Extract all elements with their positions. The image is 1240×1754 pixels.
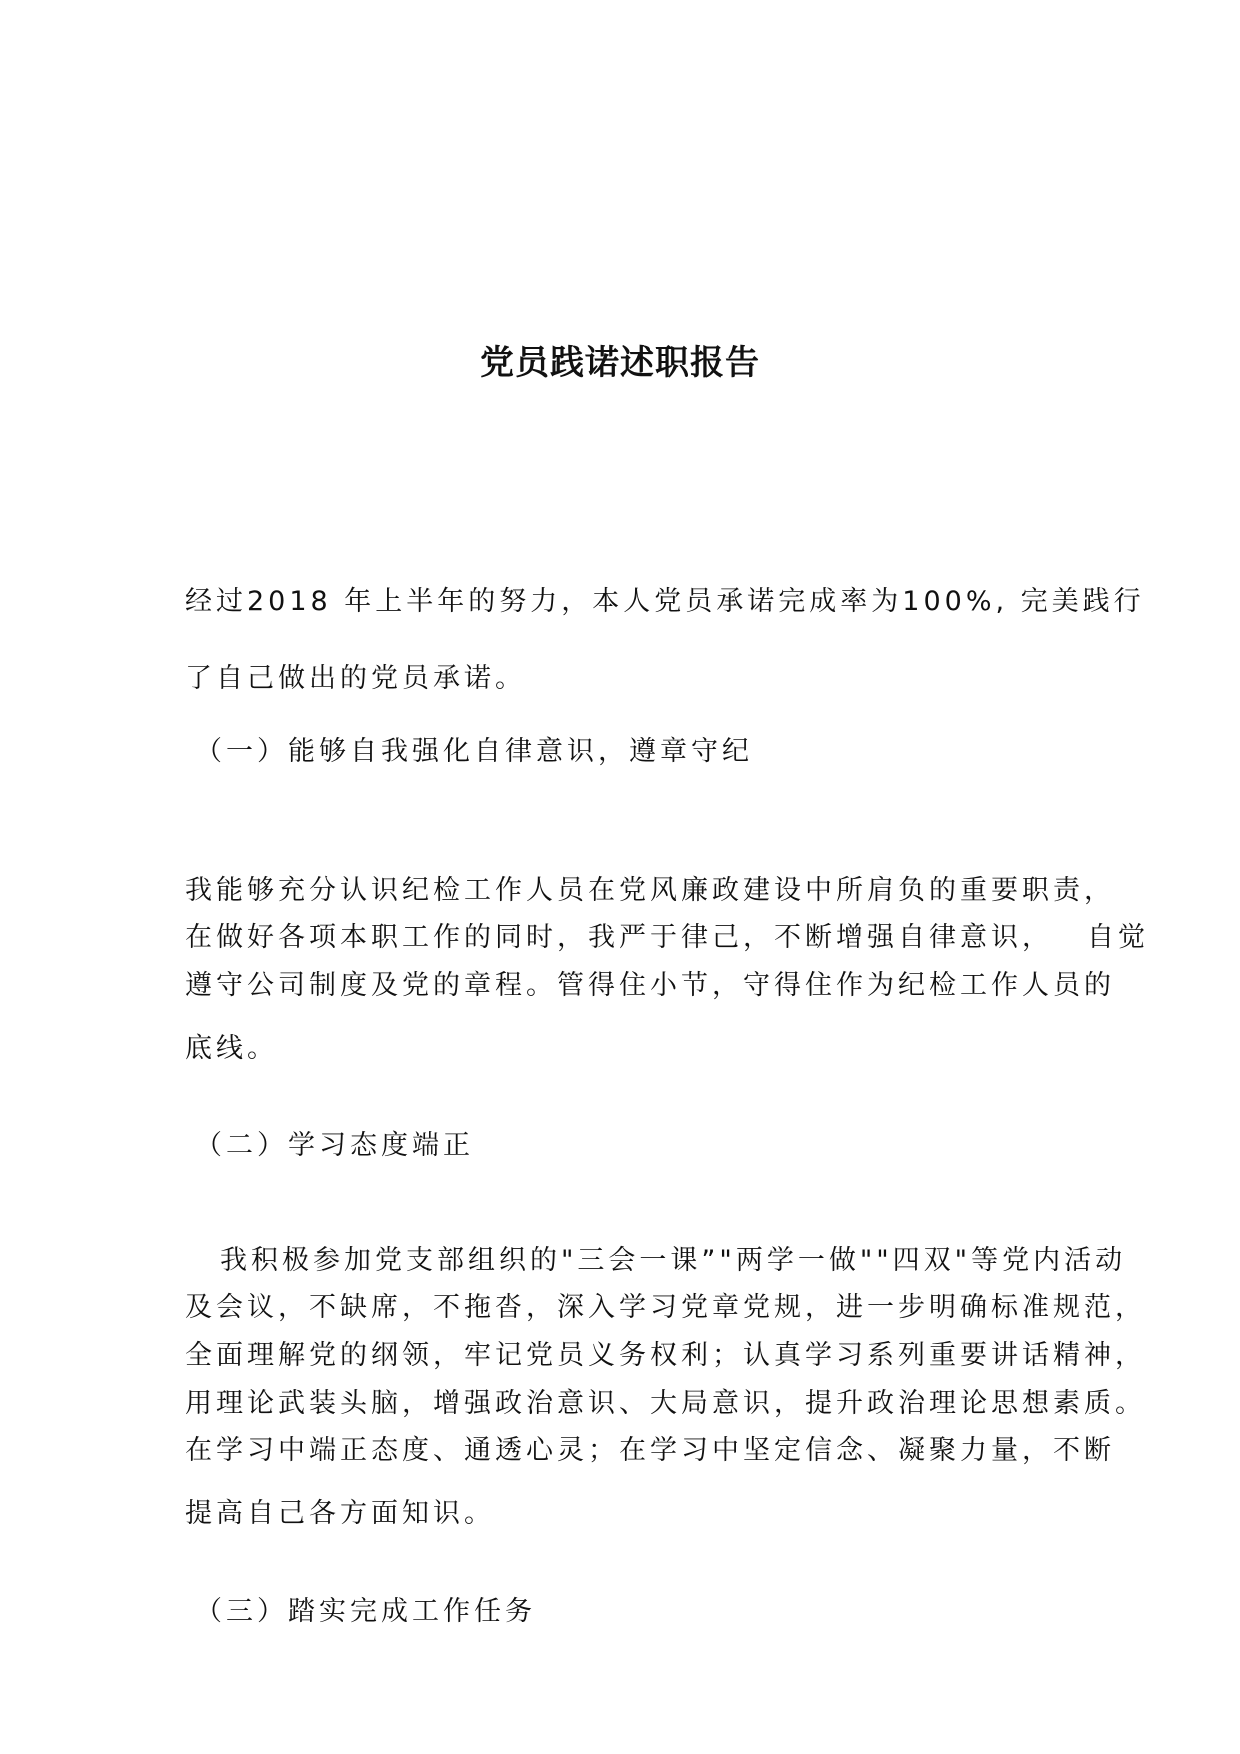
section-1-line-1: 我能够充分认识纪检工作人员在党风廉政建设中所肩负的重要职责， [185, 875, 1115, 906]
section-2-heading: （二）学习态度端正 [195, 1130, 474, 1161]
section-2-line-3: 全面理解党的纲领，牢记党员义务权利；认真学习系列重要讲话精神， [185, 1340, 1146, 1371]
section-1-line-4: 底线。 [185, 1033, 278, 1064]
intro-line-1: 经过2018 年上半年的努力，本人党员承诺完成率为100%, 完美践行 [185, 586, 1145, 617]
section-2-line-6: 提高自己各方面知识。 [185, 1498, 495, 1529]
document-title: 党员践诺述职报告 [480, 343, 760, 383]
section-2-line-2: 及会议，不缺席，不拖沓，深入学习党章党规，进一步明确标准规范， [185, 1292, 1146, 1323]
section-2-line-1: 我积极参加党支部组织的"三会一课”"两学一做""四双"等党内活动 [220, 1245, 1127, 1276]
section-2-line-5: 在学习中端正态度、通透心灵；在学习中坚定信念、凝聚力量，不断 [185, 1435, 1115, 1466]
section-1-line-2-text: 在做好各项本职工作的同时，我严于律己，不断增强自律意识， [185, 922, 1053, 953]
section-1-line-2 [185, 924, 1149, 951]
intro-line-2: 了自己做出的党员承诺。 [185, 663, 526, 694]
section-1-line-3: 遵守公司制度及党的章程。管得住小节，守得住作为纪检工作人员的 [185, 970, 1115, 1001]
section-1-line-2-tail: 自觉 [1087, 922, 1149, 953]
section-2-line-4: 用理论武装头脑，增强政治意识、大局意识，提升政治理论思想素质。 [185, 1388, 1146, 1419]
section-3-heading: （三）踏实完成工作任务 [195, 1596, 536, 1627]
section-1-heading: （一）能够自我强化自律意识，遵章守纪 [195, 736, 753, 767]
